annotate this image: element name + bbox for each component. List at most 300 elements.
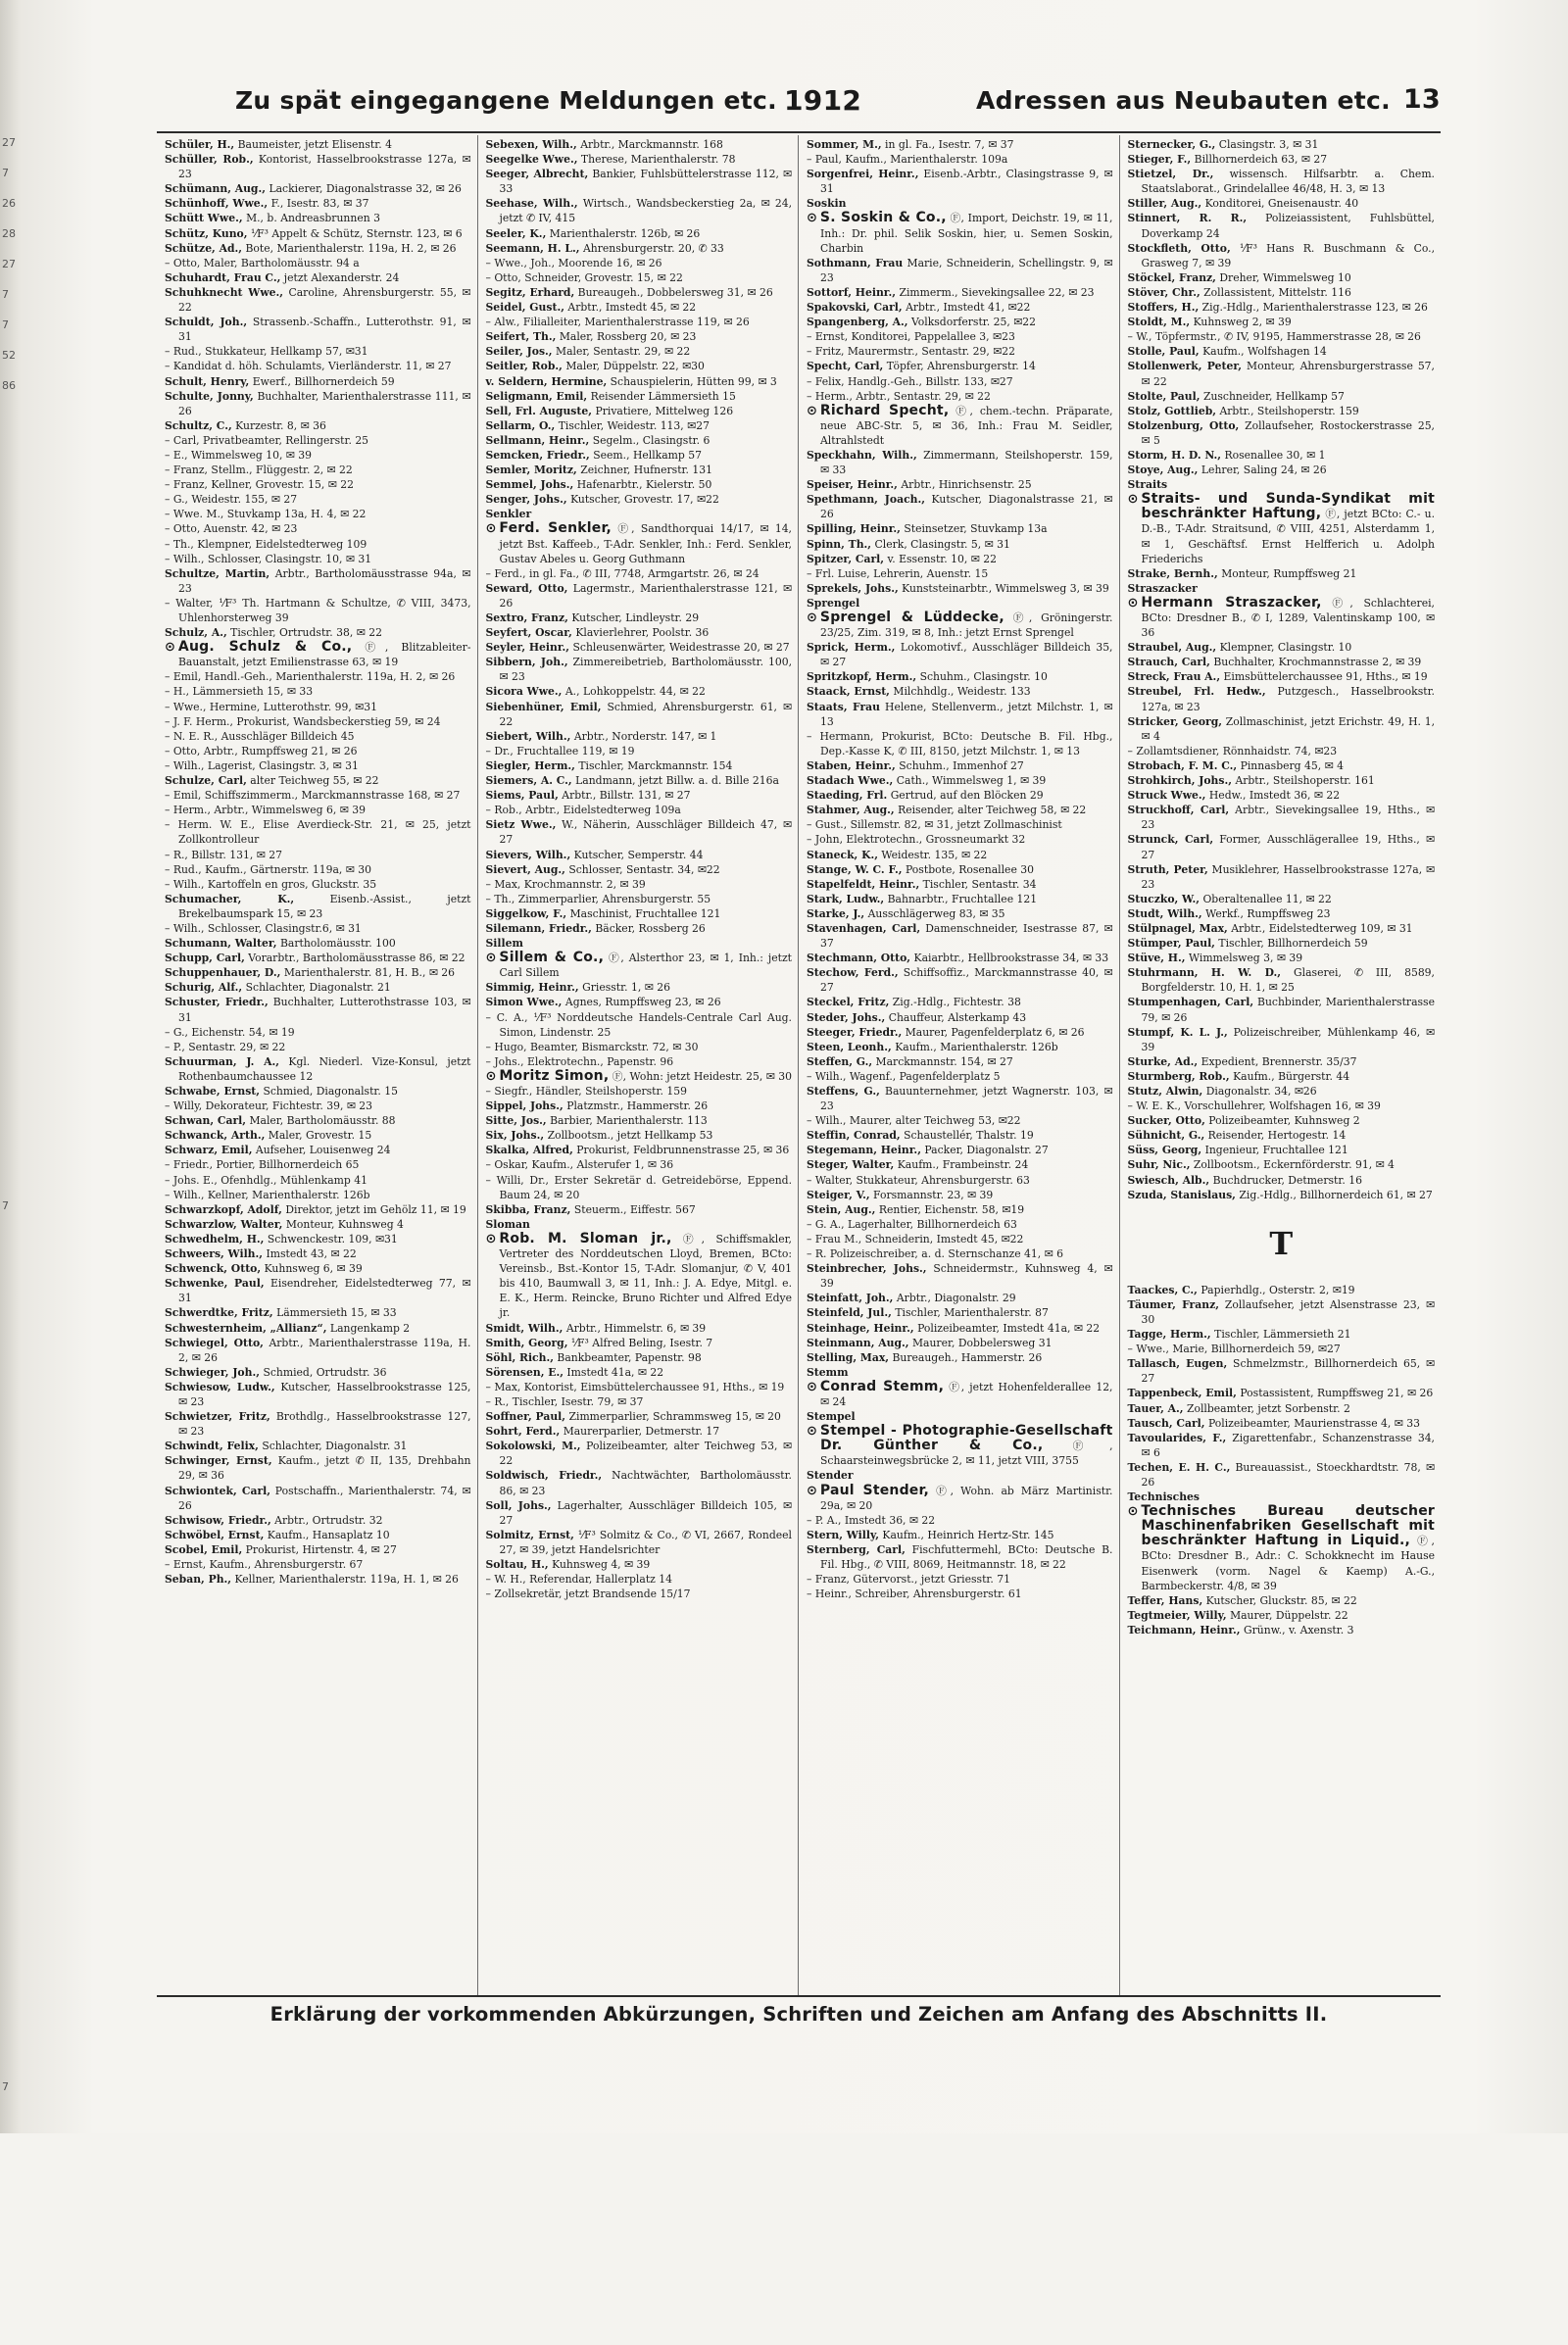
directory-entry <box>165 1246 471 1261</box>
entry-details: Nachtwächter, Bartholomäusstr. 86, ✉ 23 <box>499 1469 792 1497</box>
entry-name: Steffin, Conrad, <box>807 1129 901 1143</box>
entry-name: Seegelke Wwe., <box>485 153 578 167</box>
directory-entry <box>486 877 793 892</box>
edge-mark: 86 <box>2 379 16 392</box>
firm-keyword: Soskin <box>807 197 847 211</box>
firm-marker-icon: ⊙ <box>1127 492 1139 508</box>
directory-entry <box>1128 1416 1436 1431</box>
directory-entry <box>1128 1157 1436 1172</box>
directory-entry <box>807 152 1113 167</box>
directory-entry <box>486 566 793 581</box>
edge-mark <box>2 1343 18 1373</box>
entry-name: Schwiontek, Carl, <box>165 1484 271 1497</box>
directory-entry <box>486 1113 793 1128</box>
edge-mark <box>2 1768 18 1798</box>
directory-entry <box>807 669 1113 684</box>
entry-details: Ⓕ, BCto: Dresdner B., Adr.: C. Schokknecht im Hause Eisenwerk (vorm. Nagel & Kaemp) A.-G., Barmbeckerstr. 4/8, ✉ 39 <box>1141 1535 1435 1592</box>
directory-entry <box>1128 936 1436 951</box>
edge-mark <box>2 2132 18 2163</box>
entry-name: Stumpenhagen, Carl, <box>1127 996 1254 1009</box>
entry-name: Schuhknecht Wwe., <box>165 285 284 299</box>
entry-name: Stahmer, Aug., <box>807 804 895 817</box>
directory-entry <box>165 817 471 847</box>
entry-details: Monteur, Ahrensburgerstrasse 57, ✉ 22 <box>1141 360 1435 388</box>
edge-mark <box>2 1980 18 2011</box>
entry-name: Spangenberg, A., <box>807 316 908 329</box>
edge-mark: 7 <box>2 288 9 301</box>
entry-name: Stöckel, Franz, <box>1127 270 1216 284</box>
entry-details: Imstedt 41a, ✉ 22 <box>566 1365 664 1379</box>
directory-entry <box>165 211 471 225</box>
entry-name: Technisches Bureau deutscher Maschinenfabriken Gesellschaft mit beschränkter Haftung in Liquid., <box>1141 1503 1435 1549</box>
entry-details: – H., Lämmersieth 15, ✉ 33 <box>165 685 314 699</box>
entry-name: Spritzkopf, Herm., <box>807 670 917 684</box>
edge-mark <box>2 1494 18 1525</box>
entry-details: Ingenieur, Fruchtallee 121 <box>1204 1144 1348 1157</box>
entry-name: Schult, Henry, <box>165 374 250 388</box>
entry-details: Maler, Düppelstr. 22, ✉30 <box>565 360 705 373</box>
edge-mark <box>2 1464 18 1494</box>
firm-entry <box>807 1484 1113 1513</box>
entry-name: Schweers, Wilh., <box>165 1247 264 1261</box>
entry-name: Steeger, Friedr., <box>807 1025 903 1039</box>
edge-mark <box>2 492 18 522</box>
directory-entry <box>486 1365 793 1380</box>
directory-entry <box>807 995 1113 1009</box>
entry-details: – G., Eichenstr. 54, ✉ 19 <box>165 1025 295 1039</box>
directory-entry <box>807 1188 1113 1202</box>
entry-details: – Otto, Maler, Bartholomäusstr. 94 a <box>165 256 360 269</box>
directory-entry <box>807 359 1113 373</box>
entry-details: Tischler, Marckmannstr. 154 <box>578 758 733 772</box>
directory-entry <box>486 655 793 684</box>
directory-entry <box>165 714 471 729</box>
edge-mark <box>2 2254 18 2284</box>
directory-entry <box>486 448 793 463</box>
entry-details: Bureaugeh., Hammerstr. 26 <box>892 1350 1043 1364</box>
entry-name: Staben, Heinr., <box>807 758 896 772</box>
entry-details: Polizeibeamter, Kuhnsweg 2 <box>1208 1114 1360 1128</box>
entry-name: Stollenwerk, Peter, <box>1127 360 1243 373</box>
directory-entry <box>807 1143 1113 1157</box>
directory-entry <box>486 744 793 758</box>
entry-name: Siemers, A. C., <box>485 774 572 788</box>
directory-entry <box>165 1099 471 1113</box>
entry-details: Aufseher, Louisenweg 24 <box>255 1144 391 1157</box>
entry-details: Rosenallee 30, ✉ 1 <box>1224 448 1326 462</box>
directory-entry <box>807 803 1113 817</box>
entry-details: – Th., Klempner, Eidelstedterweg 109 <box>165 537 368 551</box>
entry-details: Eimsbüttelerchaussee 91, Hths., ✉ 19 <box>1223 670 1428 684</box>
entry-details: Schaustellér, Thalstr. 19 <box>904 1129 1034 1143</box>
directory-entry <box>165 848 471 862</box>
entry-details: Pinnasberg 45, ✉ 4 <box>1240 758 1344 772</box>
entry-details: – R., Tischler, Isestr. 79, ✉ 37 <box>485 1394 644 1408</box>
edge-mark <box>2 2193 18 2223</box>
edge-mark <box>2 1008 18 1039</box>
entry-name: Schultz, C., <box>165 418 232 432</box>
entry-details: Kaufm., Frambeinstr. 24 <box>897 1158 1029 1172</box>
directory-entry <box>165 492 471 507</box>
edge-mark <box>2 1677 18 1707</box>
entry-name: Straits- und Sunda-Syndikat mit beschränkter Haftung, <box>1141 491 1435 522</box>
directory-entry <box>1128 669 1436 684</box>
entry-details: Ⓕ, Gröningerstr. 23/25, Zim. 319, ✉ 8, Inh.: jetzt Ernst Sprengel <box>820 611 1113 640</box>
directory-entry <box>807 1336 1113 1350</box>
directory-entry <box>165 951 471 965</box>
directory-entry <box>1128 448 1436 463</box>
firm-entry <box>807 1380 1113 1409</box>
entry-details: Kuhnsweg 4, ✉ 39 <box>552 1558 651 1571</box>
entry-name: Sitte, Jos., <box>485 1114 547 1128</box>
firm-keyword: Sloman <box>485 1217 530 1231</box>
entry-details: Arbtr., Norderstr. 147, ✉ 1 <box>573 729 717 743</box>
entry-details: Kutscher, Lindleystr. 29 <box>571 611 700 624</box>
entry-name: Steinfatt, Joh., <box>807 1292 894 1305</box>
directory-entry <box>486 1054 793 1069</box>
entry-name: Schuurman, J. A., <box>165 1054 279 1068</box>
entry-details: Zimmerm., Sievekingsallee 22, ✉ 23 <box>899 285 1095 299</box>
entry-name: Sternecker, G., <box>1127 138 1216 151</box>
entry-name: Conrad Stemm, <box>819 1378 945 1394</box>
directory-entry <box>807 817 1113 832</box>
entry-details: – Heinr., Schreiber, Ahrensburgerstr. 61 <box>807 1588 1022 1601</box>
entry-name: Stietzel, Dr., <box>1127 168 1214 181</box>
edge-mark <box>2 1737 18 1768</box>
directory-entry <box>486 1572 793 1587</box>
directory-entry <box>807 906 1113 921</box>
entry-details: Klavierlehrer, Poolstr. 36 <box>575 626 710 640</box>
entry-name: Seyler, Heinr., <box>485 641 570 655</box>
directory-entry <box>1128 566 1436 581</box>
directory-entry <box>1128 1460 1436 1490</box>
entry-details: Zeichner, Hufnerstr. 131 <box>580 464 712 477</box>
entry-name: Stolle, Paul, <box>1127 345 1200 359</box>
edge-mark <box>2 765 18 796</box>
entry-name: Schulte, Jonny, <box>165 389 254 403</box>
directory-entry <box>165 1572 471 1587</box>
entry-details: Schlachter, Diagonalstr. 31 <box>262 1440 408 1453</box>
edge-mark: 27 <box>2 136 16 149</box>
firm-marker-icon: ⊙ <box>1127 595 1139 611</box>
edge-mark <box>2 1221 18 1251</box>
directory-entry <box>486 329 793 344</box>
entry-name: Sextro, Franz, <box>485 611 568 624</box>
edge-mark <box>2 1707 18 1737</box>
firm-keyword: Senkler <box>485 508 532 521</box>
edge-mark <box>2 2163 18 2193</box>
directory-entry <box>165 980 471 995</box>
firm-keyword: Sillem <box>485 937 523 951</box>
entry-details: Griesstr. 1, ✉ 26 <box>582 981 670 995</box>
directory-entry <box>165 1305 471 1320</box>
entry-details: Schiffsoffiz., Marckmannstrasse 40, ✉ 27 <box>820 966 1113 995</box>
entry-details: jetzt Alexanderstr. 24 <box>283 270 400 284</box>
firm-marker-icon: ⊙ <box>807 1424 817 1440</box>
entry-name: Struck Wwe., <box>1127 789 1206 803</box>
entry-name: Stümper, Paul, <box>1127 937 1215 951</box>
entry-details: Lokomotivf., Ausschläger Billdeich 35, ✉ 27 <box>820 641 1113 669</box>
directory-entry <box>807 773 1113 788</box>
entry-details: – Wilh., Schlosser, Clasingstr. 10, ✉ 31 <box>165 552 372 565</box>
entry-details: Kuhnsweg 2, ✉ 39 <box>1193 316 1292 329</box>
entry-details: Zollbeamter, jetzt Sorbenstr. 2 <box>1186 1401 1350 1415</box>
directory-entry <box>165 892 471 921</box>
entry-name: Stieger, F., <box>1127 153 1192 167</box>
directory-entry <box>165 1040 471 1054</box>
entry-details: Arbtr., Hinrichsenstr. 25 <box>901 478 1032 492</box>
directory-entry <box>1128 389 1436 404</box>
directory-entry <box>486 1380 793 1394</box>
entry-details: Ⓕ, Import, Deichstr. 19, ✉ 11, Inh.: Dr. phil. Selik Soskin, hier, u. Semen Soskin, Charbin <box>820 212 1113 255</box>
entry-details: – Rob., Arbtr., Eidelstedterweg 109a <box>485 804 681 817</box>
entry-name: Silemann, Friedr., <box>485 921 592 935</box>
entry-name: Söhl, Rich., <box>485 1350 554 1364</box>
entry-details: Zollassistent, Mittelstr. 116 <box>1203 285 1351 299</box>
entry-details: W., Näherin, Ausschläger Billdeich 47, ✉ 27 <box>499 818 793 847</box>
entry-details: Polizeibeamter, Imstedt 41a, ✉ 22 <box>917 1321 1101 1335</box>
directory-entry <box>165 1557 471 1572</box>
entry-name: Sturmberg, Rob., <box>1127 1069 1230 1083</box>
entry-details: Schlosser, Sentastr. 34, ✉22 <box>568 862 720 876</box>
entry-name: Stechmann, Otto, <box>807 952 911 965</box>
edge-mark <box>2 1525 18 1555</box>
entry-name: Stoldt, M., <box>1127 316 1191 329</box>
entry-name: Stoffers, H., <box>1127 301 1200 315</box>
directory-entry <box>165 1054 471 1084</box>
directory-entry <box>1128 1069 1436 1084</box>
entry-name: Strohkirch, Johs., <box>1127 774 1232 788</box>
entry-details: Polizeischreiber, Mühlenkamp 46, ✉ 39 <box>1141 1025 1435 1053</box>
entry-details: Lagerhalter, Ausschläger Billdeich 105, ✉ 27 <box>499 1498 792 1527</box>
entry-details: – Herm., Arbtr., Sentastr. 29, ✉ 22 <box>807 389 991 403</box>
entry-details: Ewerf., Billhornerdeich 59 <box>252 374 395 388</box>
directory-entry <box>807 788 1113 803</box>
page-number: 13 <box>1402 84 1441 115</box>
directory-entry <box>165 744 471 758</box>
entry-name: Seward, Otto, <box>485 581 568 595</box>
entry-details: – Siegfr., Händler, Steilshoperstr. 159 <box>485 1085 687 1098</box>
entry-name: Täumer, Franz, <box>1127 1297 1219 1311</box>
entry-name: Seligmann, Emil, <box>485 389 588 403</box>
edge-mark: 27 <box>2 258 16 270</box>
directory-entry <box>165 773 471 788</box>
directory-entry <box>1128 995 1436 1024</box>
entry-name: Sietz Wwe., <box>485 818 557 832</box>
entry-details: Arbtr., Billstr. 131, ✉ 27 <box>562 789 691 803</box>
entry-name: Seemann, H. L., <box>485 241 580 255</box>
directory-entry <box>1128 921 1436 936</box>
directory-entry <box>165 463 471 477</box>
directory-entry <box>1128 285 1436 300</box>
directory-entry <box>1128 1431 1436 1460</box>
entry-details: – Franz, Kellner, Grovestr. 15, ✉ 22 <box>165 478 354 492</box>
entry-details: Steinsetzer, Stuvkamp 13a <box>904 522 1048 536</box>
entry-name: Semmel, Johs., <box>485 478 574 492</box>
directory-entry <box>486 344 793 359</box>
entry-name: Sellmann, Heinr., <box>485 433 590 447</box>
directory-entry <box>165 418 471 433</box>
directory-entry <box>165 1143 471 1157</box>
entry-details: Schuhm., Clasingstr. 10 <box>919 670 1048 684</box>
entry-name: Sohrt, Ferd., <box>485 1425 561 1439</box>
directory-entry <box>1128 1283 1436 1297</box>
edge-mark <box>2 1282 18 1312</box>
entry-details: Kutscher, Diagonalstrasse 21, ✉ 26 <box>820 493 1113 521</box>
directory-entry <box>1128 418 1436 448</box>
entry-details: – Paul, Kaufm., Marienthalerstr. 109a <box>807 153 1008 167</box>
entry-details: Lehrer, Saling 24, ✉ 26 <box>1200 464 1327 477</box>
directory-entry <box>486 906 793 921</box>
entry-details: Arbtr., Bartholomäusstrasse 94a, ✉ 23 <box>178 566 471 595</box>
entry-name: Specht, Carl, <box>807 360 884 373</box>
entry-details: Former, Ausschlägerallee 19, Hths., ✉ 27 <box>1141 833 1435 861</box>
entry-details: Kutscher, Hasselbrookstrasse 125, ✉ 23 <box>178 1380 471 1408</box>
entry-name: Strauch, Carl, <box>1127 656 1210 669</box>
directory-entry <box>165 1217 471 1232</box>
entry-details: Kgl. Niederl. Vize-Konsul, jetzt Rothenbaumchaussee 12 <box>178 1054 471 1083</box>
entry-details: Maurer, Dobbelersweg 31 <box>911 1336 1053 1349</box>
directory-entry <box>807 1321 1113 1336</box>
entry-details: Schauspielerin, Hütten 99, ✉ 3 <box>610 374 777 388</box>
entry-details: Kaufm., Hansaplatz 10 <box>267 1528 390 1541</box>
directory-entry <box>807 729 1113 758</box>
directory-entry <box>1128 241 1436 270</box>
entry-details: – Friedr., Portier, Billhornerdeich 65 <box>165 1158 360 1172</box>
entry-details: – Frau M., Schneiderin, Imstedt 45, ✉22 <box>807 1232 1024 1246</box>
entry-name: Schwinger, Ernst, <box>165 1454 272 1468</box>
entry-name: Seban, Ph., <box>165 1573 232 1587</box>
edge-mark <box>2 583 18 613</box>
entry-name: Stolzenburg, Otto, <box>1127 418 1240 432</box>
entry-details: Marienthalerstr. 126b, ✉ 26 <box>549 226 701 240</box>
directory-entry <box>1128 965 1436 995</box>
entry-details: – Zollamtsdiener, Rönnhaidstr. 74, ✉23 <box>1127 744 1338 757</box>
entry-details: – Wilh., Schlosser, Clasingstr.6, ✉ 31 <box>165 921 362 935</box>
entry-name: Richard Specht, <box>819 402 950 418</box>
edge-mark: 26 <box>2 197 16 210</box>
entry-details: Cath., Wimmelsweg 1, ✉ 39 <box>896 774 1047 788</box>
edge-mark <box>2 1798 18 1829</box>
directory-entry <box>807 300 1113 315</box>
directory-entry <box>807 640 1113 669</box>
directory-entry <box>165 1128 471 1143</box>
entry-details: Privatiere, Mittelweg 126 <box>595 404 734 417</box>
entry-name: Schwieger, Joh., <box>165 1365 261 1379</box>
entry-name: Segitz, Erhard, <box>485 285 575 299</box>
edge-mark <box>2 1099 18 1130</box>
edge-mark: 28 <box>2 227 16 240</box>
directory-entry <box>1128 196 1436 211</box>
entry-name: Tallasch, Eugen, <box>1127 1357 1228 1371</box>
entry-name: Schulz, A., <box>165 626 227 640</box>
directory-entry <box>486 389 793 404</box>
entry-details: – Wwe. M., Stuvkamp 13a, H. 4, ✉ 22 <box>165 508 367 521</box>
directory-entry <box>1128 1623 1436 1637</box>
entry-details: Werkf., Rumpffsweg 23 <box>1205 906 1331 920</box>
entry-details: Agnes, Rumpffsweg 23, ✉ 26 <box>564 996 721 1009</box>
firm-entry <box>165 640 471 669</box>
entry-name: Swiesch, Alb., <box>1127 1173 1210 1187</box>
directory-entry <box>807 552 1113 566</box>
directory-entry <box>486 803 793 817</box>
entry-details: Zuschneider, Hellkamp 57 <box>1202 389 1345 403</box>
directory-entry <box>486 374 793 389</box>
directory-entry <box>1128 892 1436 906</box>
edge-mark <box>2 1555 18 1586</box>
entry-name: Soll, Johs., <box>485 1498 552 1512</box>
entry-name: Staneck, K., <box>807 848 878 861</box>
directory-entry <box>1128 1173 1436 1188</box>
section-letter: T <box>1269 1224 1294 1262</box>
directory-entry <box>165 1276 471 1305</box>
directory-entry <box>807 448 1113 477</box>
entry-name: Starke, J., <box>807 906 865 920</box>
entry-details: – Hugo, Beamter, Bismarckstr. 72, ✉ 30 <box>485 1040 699 1053</box>
entry-name: Sebexen, Wilh., <box>485 138 577 151</box>
entry-details: – John, Elektrotechn., Grossneumarkt 32 <box>807 833 1026 847</box>
edge-mark <box>2 1373 18 1403</box>
entry-details: – Wwe., Marie, Billhornerdeich 59, ✉27 <box>1127 1343 1341 1356</box>
entry-name: Schumann, Walter, <box>165 937 277 951</box>
directory-entry <box>486 1557 793 1572</box>
directory-entry <box>486 1439 793 1468</box>
directory-entry <box>807 256 1113 285</box>
directory-entry <box>486 1336 793 1350</box>
entry-name: Sprengel & Lüddecke, <box>819 610 1004 625</box>
entry-details: Zig.-Hdlg., Billhornerdeich 61, ✉ 27 <box>1239 1188 1433 1201</box>
directory-entry <box>165 374 471 389</box>
entry-details: Volksdorferstr. 25, ✉22 <box>910 316 1037 329</box>
entry-details: Bartholomäusstr. 100 <box>279 937 396 951</box>
entry-name: Schwanck, Arth., <box>165 1129 266 1143</box>
entry-name: Six, Johs., <box>485 1129 545 1143</box>
firm-marker-icon: ⊙ <box>807 611 817 625</box>
firm-entry <box>807 404 1113 448</box>
entry-details: Buchhalter, Krochmannstrasse 2, ✉ 39 <box>1213 656 1422 669</box>
entry-details: Postassistent, Rumpffsweg 21, ✉ 26 <box>1240 1387 1434 1400</box>
entry-name: Schwesternheim, „Allianz“, <box>165 1321 327 1335</box>
edge-mark <box>2 2102 18 2132</box>
entry-name: Spilling, Heinr., <box>807 522 901 536</box>
directory-entry <box>486 270 793 285</box>
directory-entry <box>165 995 471 1024</box>
directory-entry <box>807 758 1113 773</box>
directory-entry <box>486 921 793 936</box>
entry-details: Tischler, Weidestr. 113, ✉27 <box>558 418 710 432</box>
entry-name: Stöver, Chr., <box>1127 285 1200 299</box>
directory-entry <box>165 181 471 196</box>
entry-name: Staeding, Frl. <box>807 789 888 803</box>
entry-name: Sievers, Wilh., <box>485 848 571 861</box>
entry-name: Ferd. Senkler, <box>499 520 612 537</box>
directory-entry <box>165 152 471 181</box>
directory-entry <box>1128 773 1436 788</box>
entry-details: Helene, Stellenverm., jetzt Milchstr. 1, ✉ 13 <box>820 700 1113 728</box>
directory-entry <box>807 315 1113 329</box>
directory-entry <box>486 1587 793 1601</box>
entry-details: Polizeiassistent, Fuhlsbüttel, Doverkamp 24 <box>1141 212 1435 240</box>
firm-keyword: Stempel <box>807 1410 856 1424</box>
entry-details: Hedw., Imstedt 36, ✉ 22 <box>1208 789 1341 803</box>
entry-details: Zimmerparlier, Schrammsweg 15, ✉ 20 <box>568 1410 781 1424</box>
entry-details: Maler, Bartholomäusstr. 88 <box>249 1114 396 1128</box>
entry-name: Stadach Wwe., <box>807 774 894 788</box>
directory-entry <box>486 758 793 773</box>
entry-name: Aug. Schulz & Co., <box>177 639 353 656</box>
directory-entry <box>165 700 471 714</box>
entry-details: Dreher, Wimmelsweg 10 <box>1219 270 1351 284</box>
